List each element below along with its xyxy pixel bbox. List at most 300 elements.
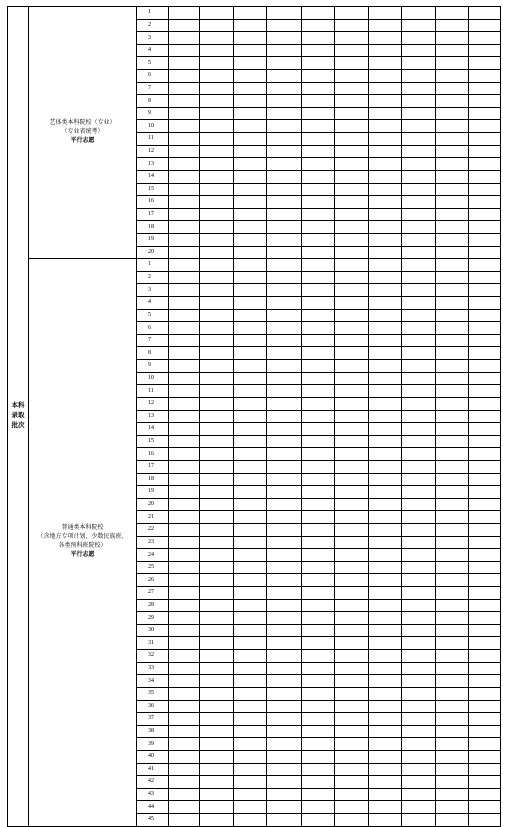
entry-cell[interactable] — [436, 435, 469, 448]
entry-cell[interactable] — [469, 460, 501, 473]
entry-cell[interactable] — [169, 385, 200, 398]
entry-cell[interactable] — [469, 612, 501, 625]
entry-cell[interactable] — [369, 549, 402, 562]
entry-cell[interactable] — [200, 145, 234, 158]
entry-cell[interactable] — [369, 309, 402, 322]
entry-cell[interactable] — [335, 19, 369, 32]
entry-cell[interactable] — [267, 221, 302, 234]
entry-cell[interactable] — [234, 624, 267, 637]
entry-cell[interactable] — [436, 574, 469, 587]
entry-cell[interactable] — [302, 32, 335, 45]
entry-cell[interactable] — [436, 561, 469, 574]
entry-cell[interactable] — [302, 221, 335, 234]
entry-cell[interactable] — [369, 650, 402, 663]
entry-cell[interactable] — [200, 385, 234, 398]
entry-cell[interactable] — [369, 599, 402, 612]
entry-cell[interactable] — [436, 460, 469, 473]
entry-cell[interactable] — [335, 448, 369, 461]
entry-cell[interactable] — [234, 196, 267, 209]
entry-cell[interactable] — [302, 498, 335, 511]
entry-cell[interactable] — [402, 208, 436, 221]
entry-cell[interactable] — [335, 57, 369, 70]
entry-cell[interactable] — [302, 7, 335, 20]
entry-cell[interactable] — [234, 675, 267, 688]
entry-cell[interactable] — [402, 549, 436, 562]
entry-cell[interactable] — [469, 284, 501, 297]
entry-cell[interactable] — [267, 423, 302, 436]
entry-cell[interactable] — [369, 284, 402, 297]
entry-cell[interactable] — [302, 57, 335, 70]
entry-cell[interactable] — [200, 7, 234, 20]
entry-cell[interactable] — [267, 246, 302, 259]
entry-cell[interactable] — [436, 687, 469, 700]
entry-cell[interactable] — [302, 196, 335, 209]
entry-cell[interactable] — [234, 133, 267, 146]
entry-cell[interactable] — [169, 297, 200, 310]
entry-cell[interactable] — [402, 259, 436, 272]
entry-cell[interactable] — [402, 397, 436, 410]
entry-cell[interactable] — [234, 561, 267, 574]
entry-cell[interactable] — [469, 196, 501, 209]
entry-cell[interactable] — [436, 650, 469, 663]
entry-cell[interactable] — [402, 687, 436, 700]
entry-cell[interactable] — [200, 523, 234, 536]
entry-cell[interactable] — [302, 738, 335, 751]
entry-cell[interactable] — [234, 107, 267, 120]
entry-cell[interactable] — [267, 95, 302, 108]
entry-cell[interactable] — [402, 536, 436, 549]
entry-cell[interactable] — [267, 460, 302, 473]
entry-cell[interactable] — [302, 536, 335, 549]
entry-cell[interactable] — [402, 19, 436, 32]
entry-cell[interactable] — [436, 259, 469, 272]
entry-cell[interactable] — [267, 650, 302, 663]
entry-cell[interactable] — [169, 435, 200, 448]
entry-cell[interactable] — [436, 120, 469, 133]
entry-cell[interactable] — [369, 133, 402, 146]
entry-cell[interactable] — [267, 700, 302, 713]
entry-cell[interactable] — [302, 158, 335, 171]
entry-cell[interactable] — [436, 448, 469, 461]
entry-cell[interactable] — [369, 32, 402, 45]
entry-cell[interactable] — [469, 599, 501, 612]
entry-cell[interactable] — [200, 57, 234, 70]
entry-cell[interactable] — [234, 801, 267, 814]
entry-cell[interactable] — [335, 511, 369, 524]
entry-cell[interactable] — [200, 486, 234, 499]
entry-cell[interactable] — [436, 675, 469, 688]
entry-cell[interactable] — [469, 700, 501, 713]
entry-cell[interactable] — [234, 448, 267, 461]
entry-cell[interactable] — [436, 486, 469, 499]
entry-cell[interactable] — [369, 713, 402, 726]
entry-cell[interactable] — [200, 511, 234, 524]
entry-cell[interactable] — [335, 120, 369, 133]
entry-cell[interactable] — [200, 561, 234, 574]
entry-cell[interactable] — [436, 662, 469, 675]
entry-cell[interactable] — [169, 233, 200, 246]
entry-cell[interactable] — [335, 725, 369, 738]
entry-cell[interactable] — [200, 776, 234, 789]
entry-cell[interactable] — [200, 133, 234, 146]
entry-cell[interactable] — [335, 145, 369, 158]
entry-cell[interactable] — [302, 322, 335, 335]
entry-cell[interactable] — [302, 750, 335, 763]
entry-cell[interactable] — [200, 650, 234, 663]
entry-cell[interactable] — [402, 107, 436, 120]
entry-cell[interactable] — [200, 536, 234, 549]
entry-cell[interactable] — [302, 725, 335, 738]
entry-cell[interactable] — [200, 612, 234, 625]
entry-cell[interactable] — [267, 271, 302, 284]
entry-cell[interactable] — [169, 750, 200, 763]
entry-cell[interactable] — [302, 347, 335, 360]
entry-cell[interactable] — [436, 271, 469, 284]
entry-cell[interactable] — [369, 334, 402, 347]
entry-cell[interactable] — [169, 574, 200, 587]
entry-cell[interactable] — [369, 435, 402, 448]
entry-cell[interactable] — [302, 599, 335, 612]
entry-cell[interactable] — [469, 95, 501, 108]
entry-cell[interactable] — [169, 309, 200, 322]
entry-cell[interactable] — [436, 725, 469, 738]
entry-cell[interactable] — [335, 549, 369, 562]
entry-cell[interactable] — [234, 410, 267, 423]
entry-cell[interactable] — [169, 397, 200, 410]
entry-cell[interactable] — [169, 347, 200, 360]
entry-cell[interactable] — [335, 662, 369, 675]
entry-cell[interactable] — [169, 221, 200, 234]
entry-cell[interactable] — [469, 120, 501, 133]
entry-cell[interactable] — [436, 788, 469, 801]
entry-cell[interactable] — [267, 624, 302, 637]
entry-cell[interactable] — [234, 233, 267, 246]
entry-cell[interactable] — [469, 309, 501, 322]
entry-cell[interactable] — [335, 221, 369, 234]
entry-cell[interactable] — [436, 523, 469, 536]
entry-cell[interactable] — [469, 448, 501, 461]
entry-cell[interactable] — [267, 536, 302, 549]
entry-cell[interactable] — [335, 133, 369, 146]
entry-cell[interactable] — [369, 246, 402, 259]
entry-cell[interactable] — [267, 788, 302, 801]
entry-cell[interactable] — [369, 271, 402, 284]
entry-cell[interactable] — [369, 360, 402, 373]
entry-cell[interactable] — [267, 814, 302, 827]
entry-cell[interactable] — [469, 44, 501, 57]
entry-cell[interactable] — [335, 523, 369, 536]
entry-cell[interactable] — [302, 334, 335, 347]
entry-cell[interactable] — [302, 82, 335, 95]
entry-cell[interactable] — [402, 221, 436, 234]
entry-cell[interactable] — [234, 158, 267, 171]
entry-cell[interactable] — [169, 725, 200, 738]
entry-cell[interactable] — [200, 587, 234, 600]
entry-cell[interactable] — [369, 82, 402, 95]
entry-cell[interactable] — [402, 309, 436, 322]
entry-cell[interactable] — [335, 360, 369, 373]
entry-cell[interactable] — [402, 750, 436, 763]
entry-cell[interactable] — [469, 158, 501, 171]
entry-cell[interactable] — [267, 549, 302, 562]
entry-cell[interactable] — [200, 284, 234, 297]
entry-cell[interactable] — [267, 70, 302, 83]
entry-cell[interactable] — [436, 44, 469, 57]
entry-cell[interactable] — [402, 486, 436, 499]
entry-cell[interactable] — [169, 32, 200, 45]
entry-cell[interactable] — [436, 473, 469, 486]
entry-cell[interactable] — [369, 814, 402, 827]
entry-cell[interactable] — [469, 7, 501, 20]
entry-cell[interactable] — [369, 536, 402, 549]
entry-cell[interactable] — [369, 322, 402, 335]
entry-cell[interactable] — [469, 334, 501, 347]
entry-cell[interactable] — [436, 624, 469, 637]
entry-cell[interactable] — [402, 738, 436, 751]
entry-cell[interactable] — [369, 801, 402, 814]
entry-cell[interactable] — [200, 448, 234, 461]
entry-cell[interactable] — [436, 19, 469, 32]
entry-cell[interactable] — [402, 448, 436, 461]
entry-cell[interactable] — [302, 360, 335, 373]
entry-cell[interactable] — [267, 32, 302, 45]
entry-cell[interactable] — [335, 713, 369, 726]
entry-cell[interactable] — [369, 460, 402, 473]
entry-cell[interactable] — [169, 120, 200, 133]
entry-cell[interactable] — [369, 385, 402, 398]
entry-cell[interactable] — [302, 675, 335, 688]
entry-cell[interactable] — [335, 70, 369, 83]
entry-cell[interactable] — [469, 624, 501, 637]
entry-cell[interactable] — [267, 233, 302, 246]
entry-cell[interactable] — [369, 423, 402, 436]
entry-cell[interactable] — [302, 107, 335, 120]
entry-cell[interactable] — [402, 574, 436, 587]
entry-cell[interactable] — [402, 170, 436, 183]
entry-cell[interactable] — [302, 309, 335, 322]
entry-cell[interactable] — [369, 637, 402, 650]
entry-cell[interactable] — [169, 158, 200, 171]
entry-cell[interactable] — [267, 687, 302, 700]
entry-cell[interactable] — [169, 95, 200, 108]
entry-cell[interactable] — [234, 44, 267, 57]
entry-cell[interactable] — [369, 725, 402, 738]
entry-cell[interactable] — [469, 107, 501, 120]
entry-cell[interactable] — [169, 536, 200, 549]
entry-cell[interactable] — [436, 776, 469, 789]
entry-cell[interactable] — [200, 271, 234, 284]
entry-cell[interactable] — [402, 725, 436, 738]
entry-cell[interactable] — [200, 158, 234, 171]
entry-cell[interactable] — [335, 183, 369, 196]
entry-cell[interactable] — [200, 334, 234, 347]
entry-cell[interactable] — [402, 788, 436, 801]
entry-cell[interactable] — [267, 170, 302, 183]
entry-cell[interactable] — [234, 725, 267, 738]
entry-cell[interactable] — [402, 599, 436, 612]
entry-cell[interactable] — [469, 801, 501, 814]
entry-cell[interactable] — [302, 259, 335, 272]
entry-cell[interactable] — [267, 776, 302, 789]
entry-cell[interactable] — [169, 19, 200, 32]
entry-cell[interactable] — [335, 435, 369, 448]
entry-cell[interactable] — [402, 32, 436, 45]
entry-cell[interactable] — [369, 738, 402, 751]
entry-cell[interactable] — [234, 788, 267, 801]
entry-cell[interactable] — [402, 776, 436, 789]
entry-cell[interactable] — [302, 284, 335, 297]
entry-cell[interactable] — [267, 322, 302, 335]
entry-cell[interactable] — [200, 801, 234, 814]
entry-cell[interactable] — [469, 246, 501, 259]
entry-cell[interactable] — [200, 221, 234, 234]
entry-cell[interactable] — [335, 322, 369, 335]
entry-cell[interactable] — [267, 158, 302, 171]
entry-cell[interactable] — [402, 435, 436, 448]
entry-cell[interactable] — [302, 637, 335, 650]
entry-cell[interactable] — [234, 536, 267, 549]
entry-cell[interactable] — [335, 574, 369, 587]
entry-cell[interactable] — [335, 788, 369, 801]
entry-cell[interactable] — [234, 750, 267, 763]
entry-cell[interactable] — [469, 713, 501, 726]
entry-cell[interactable] — [302, 561, 335, 574]
entry-cell[interactable] — [469, 70, 501, 83]
entry-cell[interactable] — [169, 549, 200, 562]
entry-cell[interactable] — [335, 309, 369, 322]
entry-cell[interactable] — [436, 814, 469, 827]
entry-cell[interactable] — [200, 95, 234, 108]
entry-cell[interactable] — [200, 107, 234, 120]
entry-cell[interactable] — [369, 259, 402, 272]
entry-cell[interactable] — [402, 284, 436, 297]
entry-cell[interactable] — [335, 410, 369, 423]
entry-cell[interactable] — [234, 637, 267, 650]
entry-cell[interactable] — [469, 587, 501, 600]
entry-cell[interactable] — [267, 713, 302, 726]
entry-cell[interactable] — [267, 397, 302, 410]
entry-cell[interactable] — [169, 448, 200, 461]
entry-cell[interactable] — [234, 360, 267, 373]
entry-cell[interactable] — [335, 587, 369, 600]
entry-cell[interactable] — [436, 145, 469, 158]
entry-cell[interactable] — [200, 360, 234, 373]
entry-cell[interactable] — [402, 347, 436, 360]
entry-cell[interactable] — [267, 334, 302, 347]
entry-cell[interactable] — [234, 246, 267, 259]
entry-cell[interactable] — [267, 587, 302, 600]
entry-cell[interactable] — [369, 612, 402, 625]
entry-cell[interactable] — [335, 599, 369, 612]
entry-cell[interactable] — [469, 322, 501, 335]
entry-cell[interactable] — [200, 473, 234, 486]
entry-cell[interactable] — [402, 511, 436, 524]
entry-cell[interactable] — [200, 750, 234, 763]
entry-cell[interactable] — [402, 460, 436, 473]
entry-cell[interactable] — [436, 347, 469, 360]
entry-cell[interactable] — [234, 587, 267, 600]
entry-cell[interactable] — [469, 410, 501, 423]
entry-cell[interactable] — [335, 536, 369, 549]
entry-cell[interactable] — [335, 246, 369, 259]
entry-cell[interactable] — [234, 662, 267, 675]
entry-cell[interactable] — [302, 208, 335, 221]
entry-cell[interactable] — [169, 322, 200, 335]
entry-cell[interactable] — [169, 334, 200, 347]
entry-cell[interactable] — [436, 511, 469, 524]
entry-cell[interactable] — [402, 662, 436, 675]
entry-cell[interactable] — [267, 309, 302, 322]
entry-cell[interactable] — [436, 70, 469, 83]
entry-cell[interactable] — [369, 183, 402, 196]
entry-cell[interactable] — [302, 133, 335, 146]
entry-cell[interactable] — [469, 423, 501, 436]
entry-cell[interactable] — [200, 19, 234, 32]
entry-cell[interactable] — [436, 95, 469, 108]
entry-cell[interactable] — [469, 637, 501, 650]
entry-cell[interactable] — [169, 44, 200, 57]
entry-cell[interactable] — [369, 233, 402, 246]
entry-cell[interactable] — [335, 347, 369, 360]
entry-cell[interactable] — [335, 334, 369, 347]
entry-cell[interactable] — [234, 776, 267, 789]
entry-cell[interactable] — [436, 158, 469, 171]
entry-cell[interactable] — [169, 599, 200, 612]
entry-cell[interactable] — [369, 523, 402, 536]
entry-cell[interactable] — [200, 725, 234, 738]
entry-cell[interactable] — [436, 423, 469, 436]
entry-cell[interactable] — [302, 460, 335, 473]
entry-cell[interactable] — [469, 372, 501, 385]
entry-cell[interactable] — [402, 360, 436, 373]
entry-cell[interactable] — [335, 738, 369, 751]
entry-cell[interactable] — [335, 700, 369, 713]
entry-cell[interactable] — [335, 498, 369, 511]
entry-cell[interactable] — [369, 574, 402, 587]
entry-cell[interactable] — [402, 183, 436, 196]
entry-cell[interactable] — [200, 170, 234, 183]
entry-cell[interactable] — [402, 637, 436, 650]
entry-cell[interactable] — [267, 145, 302, 158]
entry-cell[interactable] — [436, 498, 469, 511]
entry-cell[interactable] — [436, 196, 469, 209]
entry-cell[interactable] — [469, 271, 501, 284]
entry-cell[interactable] — [369, 221, 402, 234]
entry-cell[interactable] — [469, 397, 501, 410]
entry-cell[interactable] — [469, 687, 501, 700]
entry-cell[interactable] — [234, 57, 267, 70]
entry-cell[interactable] — [267, 473, 302, 486]
entry-cell[interactable] — [267, 448, 302, 461]
entry-cell[interactable] — [234, 574, 267, 587]
entry-cell[interactable] — [402, 95, 436, 108]
entry-cell[interactable] — [469, 297, 501, 310]
entry-cell[interactable] — [169, 776, 200, 789]
entry-cell[interactable] — [234, 7, 267, 20]
entry-cell[interactable] — [335, 750, 369, 763]
entry-cell[interactable] — [469, 662, 501, 675]
entry-cell[interactable] — [469, 675, 501, 688]
entry-cell[interactable] — [469, 57, 501, 70]
entry-cell[interactable] — [169, 7, 200, 20]
entry-cell[interactable] — [335, 107, 369, 120]
entry-cell[interactable] — [436, 397, 469, 410]
entry-cell[interactable] — [267, 133, 302, 146]
entry-cell[interactable] — [369, 410, 402, 423]
entry-cell[interactable] — [267, 360, 302, 373]
entry-cell[interactable] — [335, 561, 369, 574]
entry-cell[interactable] — [267, 19, 302, 32]
